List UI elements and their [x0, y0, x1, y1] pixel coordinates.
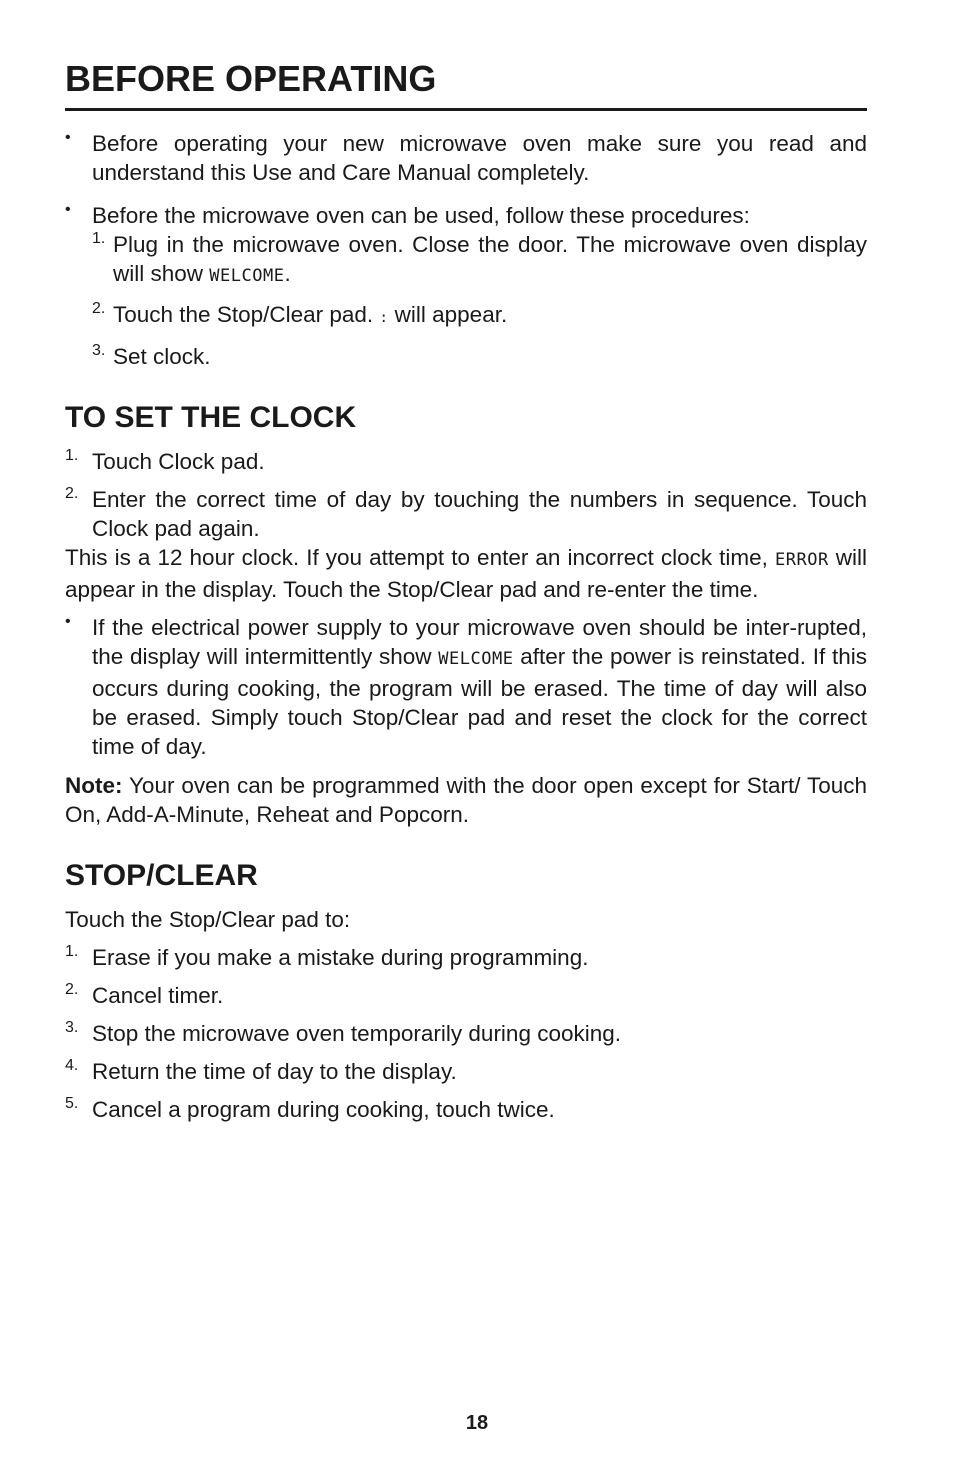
section-heading-set-clock: TO SET THE CLOCK [65, 401, 357, 434]
step-number: 2. [65, 485, 79, 502]
paragraph-text-end: will appear in the display. Touch the Stop/Clear pad and re-enter the time. [65, 545, 868, 602]
bullet-text [92, 613, 867, 761]
bullet-text: Before the microwave oven can be used, follow these procedures: [92, 203, 750, 228]
clock-step-1 [65, 447, 867, 476]
bullet-dot: • [65, 129, 71, 146]
step-number: 1. [65, 447, 79, 464]
lcd-display-colon: : [379, 310, 389, 326]
item-text: Return the time of day to the display. [92, 1059, 457, 1084]
bullet-text-main: If the electrical power supply to your microwave oven should be inter-rupted, the display will intermittently show [92, 615, 867, 669]
bullet-dot: • [65, 613, 71, 630]
item-text: Stop the microwave oven temporarily during cooking. [92, 1021, 622, 1046]
step-number: 1. [92, 230, 106, 247]
procedure-step-3 [65, 342, 867, 371]
lcd-display-error: ERROR [775, 550, 829, 570]
stop-clear-item [65, 1019, 867, 1048]
step-number: 2. [92, 300, 106, 317]
item-number: 4. [65, 1057, 79, 1074]
step-text-main: Plug in the microwave oven. Close the door. The microwave oven display will show [113, 232, 867, 286]
item-text: Cancel timer. [92, 983, 224, 1008]
step-text: Enter the correct time of day by touching the numbers in sequence. Touch Clock pad again. [92, 487, 867, 541]
item-number: 3. [65, 1019, 79, 1036]
step-number: 3. [92, 342, 106, 359]
bullet-text: Before operating your new microwave oven make sure you read and understand this Use and Care Manual completely. [92, 131, 867, 185]
lcd-display-text: WELCOME [209, 266, 285, 286]
clock-step-2 [65, 485, 867, 543]
step-text: Set clock. [113, 344, 211, 369]
paragraph-text: This is a 12 hour clock. If you attempt to enter an incorrect clock time, [65, 545, 768, 570]
clock-paragraph [65, 543, 867, 604]
bullet-procedures [65, 201, 867, 230]
step-text-end: . [284, 261, 291, 286]
item-number: 1. [65, 943, 79, 960]
bullet-power-interruption [65, 613, 867, 761]
item-number: 5. [65, 1095, 79, 1112]
note-text: Your oven can be programmed with the door open except for Start/ Touch On, Add-A-Minute, Reheat and Popcorn. [65, 773, 867, 827]
stop-clear-item [65, 1095, 867, 1124]
stop-clear-item [65, 1057, 867, 1086]
item-text: Cancel a program during cooking, touch twice. [92, 1097, 555, 1122]
step-text: Touch Clock pad. [92, 449, 265, 474]
manual-page [65, 58, 867, 1124]
procedure-step-1 [65, 230, 867, 291]
step-text [113, 300, 867, 333]
stop-clear-item [65, 981, 867, 1010]
item-text: Erase if you make a mistake during programming. [92, 945, 589, 970]
step-text [113, 230, 867, 291]
section-heading-stop-clear: STOP/CLEAR [65, 859, 258, 892]
step-text-main: Touch the Stop/Clear pad. [113, 302, 374, 327]
lcd-display-text: WELCOME [438, 649, 514, 669]
procedure-step-2 [65, 300, 867, 333]
stop-clear-intro: Touch the Stop/Clear pad to: [65, 907, 351, 932]
item-number: 2. [65, 981, 79, 998]
bullet-dot: • [65, 201, 71, 218]
page-title: BEFORE OPERATING [65, 58, 867, 111]
bullet-read-manual [65, 129, 867, 187]
stop-clear-item [65, 943, 867, 972]
page-number: 18 [465, 1412, 489, 1434]
note-paragraph [65, 771, 867, 829]
step-text-end: will appear. [394, 302, 508, 327]
bullet-text-end: after the power is reinstated. If this occurs during cooking, the program will be erased. The time of day will also be erased. Simply touch Stop/Clear pad and reset the clock for the correct time of day. [92, 644, 867, 759]
note-label: Note: [65, 773, 123, 798]
